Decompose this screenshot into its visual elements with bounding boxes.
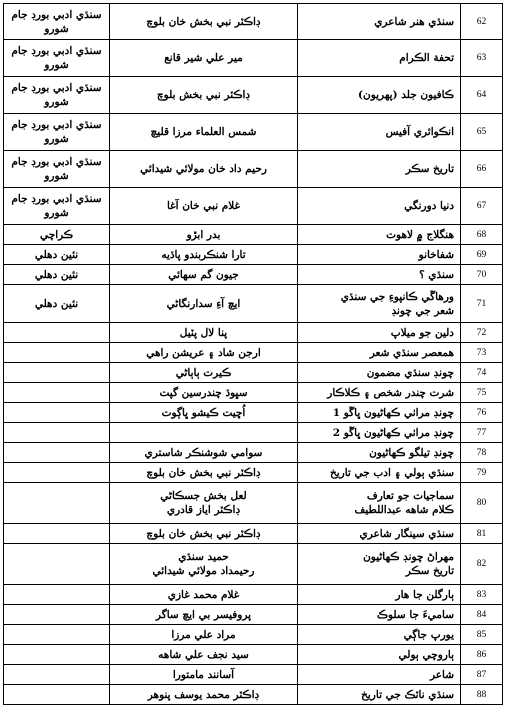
author-line: غلام محمد غازي bbox=[167, 588, 240, 601]
row-number: 67 bbox=[461, 188, 503, 225]
publisher-cell bbox=[4, 463, 110, 483]
title-cell bbox=[298, 383, 461, 403]
row-number: 68 bbox=[461, 225, 503, 245]
publisher-cell bbox=[4, 188, 110, 225]
author-cell bbox=[110, 665, 298, 685]
table-row bbox=[4, 225, 503, 245]
publisher-line: سنڌي ادبي بورڊ جام bbox=[11, 8, 102, 21]
row-number: 73 bbox=[461, 343, 503, 363]
publisher-cell bbox=[4, 665, 110, 685]
author-line: سڀوڌ چندرسين گپت bbox=[159, 386, 248, 399]
row-number: 70 bbox=[461, 265, 503, 285]
author-line: سيد نجف علي شاهه bbox=[158, 648, 249, 661]
author-cell bbox=[110, 645, 298, 665]
publisher-cell bbox=[4, 4, 110, 40]
title-line: تاريخ سڪر bbox=[405, 565, 454, 577]
author-line: ڊاڪٽر نبي بخش خان بلوچ bbox=[146, 466, 261, 479]
title-cell bbox=[298, 245, 461, 265]
author-cell bbox=[110, 40, 298, 77]
title-line: سنڌي ٻولي ۽ ادب جي تاريخ bbox=[329, 466, 454, 479]
row-number: 71 bbox=[461, 285, 503, 323]
table-row bbox=[4, 383, 503, 403]
row-number: 88 bbox=[461, 685, 503, 705]
publisher-cell bbox=[4, 524, 110, 544]
author-cell bbox=[110, 225, 298, 245]
author-line: ارجن شاد ۽ عريشن راهي bbox=[146, 346, 261, 359]
row-number: 63 bbox=[461, 40, 503, 77]
title-line: ٻاروچي ٻولي bbox=[398, 648, 454, 661]
publisher-cell bbox=[4, 343, 110, 363]
author-cell bbox=[110, 443, 298, 463]
publisher-cell bbox=[4, 645, 110, 665]
table-row bbox=[4, 463, 503, 483]
title-cell bbox=[298, 423, 461, 443]
author-line: غلام نبي خان آغا bbox=[166, 200, 241, 212]
title-line: شاعر bbox=[429, 668, 454, 681]
row-number: 82 bbox=[461, 544, 503, 585]
author-line: بدر ابڙو bbox=[186, 228, 221, 241]
row-number: 64 bbox=[461, 77, 503, 114]
table-row bbox=[4, 665, 503, 685]
publisher-cell bbox=[4, 245, 110, 265]
table-row bbox=[4, 605, 503, 625]
table-row bbox=[4, 544, 503, 585]
title-cell bbox=[298, 77, 461, 114]
title-cell bbox=[298, 323, 461, 343]
author-line: رحيم داد خان مولائي شيدائي bbox=[140, 163, 267, 175]
row-number: 78 bbox=[461, 443, 503, 463]
title-line: شعر جي چونڊ bbox=[391, 304, 454, 317]
author-cell bbox=[110, 188, 298, 225]
title-cell bbox=[298, 40, 461, 77]
author-line: ڊاڪٽر نبي بخش خان بلوچ bbox=[146, 527, 261, 540]
title-cell bbox=[298, 625, 461, 645]
author-cell bbox=[110, 483, 298, 524]
publisher-line: شورو bbox=[44, 207, 69, 219]
publisher-cell bbox=[4, 544, 110, 585]
publisher-cell bbox=[4, 363, 110, 383]
publisher-line: شورو bbox=[44, 22, 69, 35]
author-line: حميد سنڌي bbox=[178, 551, 229, 563]
publisher-cell bbox=[4, 443, 110, 463]
title-line: چونڊ مراٺي ڪهاڻيون ڀاڱو 2 bbox=[332, 426, 454, 439]
table-row bbox=[4, 443, 503, 463]
table-row bbox=[4, 403, 503, 423]
author-line: تارا شنڪربندو پاڌيه bbox=[161, 248, 246, 261]
author-cell bbox=[110, 625, 298, 645]
table-row bbox=[4, 188, 503, 225]
author-line: پنا لال پٽيل bbox=[179, 326, 228, 339]
author-line: لعل بخش جسڪاڻي bbox=[160, 490, 247, 502]
table-row bbox=[4, 4, 503, 40]
publisher-cell bbox=[4, 605, 110, 625]
row-number: 65 bbox=[461, 114, 503, 151]
table-row bbox=[4, 77, 503, 114]
title-line: سنڌي هنر شاعري bbox=[374, 15, 454, 28]
title-line: شرت چندر شخص ۽ ڪلاڪار bbox=[327, 386, 454, 399]
table-row bbox=[4, 625, 503, 645]
title-line: چونڊ سنڌي مضمون bbox=[366, 366, 454, 379]
row-number: 86 bbox=[461, 645, 503, 665]
title-line: تاريخ سڪر bbox=[405, 163, 454, 175]
title-line: ورهاڱي ڪانپوءِ جي سنڌي bbox=[340, 290, 454, 303]
table-row bbox=[4, 151, 503, 188]
title-cell bbox=[298, 4, 461, 40]
books-table bbox=[3, 3, 503, 705]
table-row bbox=[4, 323, 503, 343]
author-line: آسانند مامتورا bbox=[172, 668, 235, 681]
table-row bbox=[4, 524, 503, 544]
publisher-cell bbox=[4, 265, 110, 285]
publisher-cell bbox=[4, 323, 110, 343]
row-number: 87 bbox=[461, 665, 503, 685]
title-cell bbox=[298, 285, 461, 323]
title-line: سنڌي ؟ bbox=[419, 268, 454, 281]
author-line: جيون گم سهائي bbox=[168, 268, 239, 281]
author-line: ڪيرت ٻاٻاڻي bbox=[175, 366, 232, 379]
title-cell bbox=[298, 665, 461, 685]
author-line: ڊاڪٽر نبي بخش خان بلوچ bbox=[146, 15, 261, 28]
title-cell bbox=[298, 605, 461, 625]
title-line: مهراڻ چونڊ ڪهاڻيون bbox=[363, 551, 454, 563]
table-row bbox=[4, 423, 503, 443]
title-line: ٻارگلن جا هار bbox=[395, 588, 454, 601]
table-row bbox=[4, 645, 503, 665]
author-cell bbox=[110, 544, 298, 585]
publisher-line: شورو bbox=[44, 133, 69, 145]
table-row bbox=[4, 483, 503, 524]
publisher-cell bbox=[4, 40, 110, 77]
title-line: سماجيات جو تعارف bbox=[366, 490, 454, 502]
author-line: مير علي شير قانع bbox=[164, 52, 243, 64]
author-line: رحيمداد مولائي شيدائي bbox=[152, 565, 255, 577]
author-cell bbox=[110, 77, 298, 114]
author-cell bbox=[110, 383, 298, 403]
publisher-line: شورو bbox=[44, 96, 69, 108]
publisher-cell bbox=[4, 383, 110, 403]
title-cell bbox=[298, 225, 461, 245]
author-line: شمس العلماء مرزا قليچ bbox=[150, 126, 257, 138]
author-line: ايچ آءِ سدارنگاڻي bbox=[166, 297, 241, 310]
publisher-cell bbox=[4, 483, 110, 524]
author-cell bbox=[110, 605, 298, 625]
publisher-cell bbox=[4, 423, 110, 443]
publisher-line: نئين دهلي bbox=[34, 297, 79, 310]
author-cell bbox=[110, 403, 298, 423]
title-line: شفاخانو bbox=[418, 248, 454, 261]
row-number: 79 bbox=[461, 463, 503, 483]
title-cell bbox=[298, 645, 461, 665]
title-cell bbox=[298, 265, 461, 285]
title-cell bbox=[298, 463, 461, 483]
publisher-line: نئين دهلي bbox=[34, 248, 79, 261]
row-number: 80 bbox=[461, 483, 503, 524]
publisher-cell bbox=[4, 285, 110, 323]
title-cell bbox=[298, 524, 461, 544]
title-cell bbox=[298, 343, 461, 363]
title-line: ڪلام شاهه عبداللطيف bbox=[354, 504, 454, 516]
publisher-cell bbox=[4, 403, 110, 423]
publisher-line: شورو bbox=[44, 59, 69, 71]
title-cell bbox=[298, 585, 461, 605]
title-line: ڪافيون جلد (پهريون) bbox=[358, 89, 454, 101]
publisher-line: سنڌي ادبي بورڊ جام bbox=[11, 193, 102, 205]
publisher-line: سنڌي ادبي بورڊ جام bbox=[11, 119, 102, 131]
publisher-line: ڪراچي bbox=[39, 228, 74, 241]
author-cell bbox=[110, 343, 298, 363]
publisher-cell bbox=[4, 151, 110, 188]
author-cell bbox=[110, 114, 298, 151]
author-cell bbox=[110, 151, 298, 188]
table-row bbox=[4, 343, 503, 363]
author-line: ڊاڪٽر محمد يوسف پنوهر bbox=[147, 688, 260, 701]
publisher-cell bbox=[4, 77, 110, 114]
title-line: دنيا دورنگي bbox=[404, 200, 454, 212]
author-cell bbox=[110, 323, 298, 343]
author-cell bbox=[110, 585, 298, 605]
title-line: هنگلاج ۾ لاهوت bbox=[386, 228, 454, 241]
table-row bbox=[4, 585, 503, 605]
author-cell bbox=[110, 463, 298, 483]
author-line: مراد علي مرزا bbox=[171, 628, 236, 641]
author-cell bbox=[110, 4, 298, 40]
title-line: چونڊ مراٺي ڪهاڻيون ڀاڱو 1 bbox=[332, 406, 454, 419]
title-line: همعصر سنڌي شعر bbox=[369, 346, 454, 359]
author-line: پروفيسر بي ايچ ساگر bbox=[155, 608, 252, 621]
row-number: 62 bbox=[461, 4, 503, 40]
title-cell bbox=[298, 151, 461, 188]
author-line: اُڇيت ڪيشو ڀاڳوت bbox=[161, 406, 246, 419]
publisher-line: سنڌي ادبي بورڊ جام bbox=[11, 45, 102, 57]
table-row bbox=[4, 363, 503, 383]
publisher-line: سنڌي ادبي بورڊ جام bbox=[11, 156, 102, 168]
row-number: 84 bbox=[461, 605, 503, 625]
row-number: 75 bbox=[461, 383, 503, 403]
table-row bbox=[4, 40, 503, 77]
table-row bbox=[4, 285, 503, 323]
title-line: دلين جو ميلاپ bbox=[390, 326, 454, 339]
publisher-cell bbox=[4, 625, 110, 645]
title-line: سنڌي سينگار شاعري bbox=[359, 527, 454, 540]
author-cell bbox=[110, 265, 298, 285]
title-line: ساميءَ جا سلوڪ bbox=[376, 608, 454, 621]
publisher-cell bbox=[4, 585, 110, 605]
author-line: سوامي شوشنڪر شاستري bbox=[144, 446, 263, 459]
row-number: 83 bbox=[461, 585, 503, 605]
row-number: 81 bbox=[461, 524, 503, 544]
row-number: 72 bbox=[461, 323, 503, 343]
publisher-line: نئين دهلي bbox=[34, 268, 79, 281]
title-cell bbox=[298, 544, 461, 585]
title-cell bbox=[298, 363, 461, 383]
publisher-cell bbox=[4, 114, 110, 151]
author-cell bbox=[110, 285, 298, 323]
table-row bbox=[4, 245, 503, 265]
title-line: تحفة الڪرام bbox=[399, 52, 454, 64]
author-cell bbox=[110, 245, 298, 265]
publisher-line: سنڌي ادبي بورڊ جام bbox=[11, 82, 102, 94]
title-cell bbox=[298, 114, 461, 151]
title-line: انڪوائري آفيس bbox=[385, 126, 454, 138]
title-cell bbox=[298, 443, 461, 463]
row-number: 76 bbox=[461, 403, 503, 423]
title-line: چونڊ تيلگو ڪهاڻيون bbox=[369, 446, 454, 459]
row-number: 77 bbox=[461, 423, 503, 443]
row-number: 69 bbox=[461, 245, 503, 265]
publisher-cell bbox=[4, 225, 110, 245]
title-line: سنڌي ناٽڪ جي تاريخ bbox=[361, 688, 454, 701]
row-number: 74 bbox=[461, 363, 503, 383]
table-row bbox=[4, 265, 503, 285]
author-line: ڊاڪٽر اياز قادري bbox=[166, 504, 241, 516]
title-cell bbox=[298, 483, 461, 524]
author-line: ڊاڪٽر نبي بخش بلوچ bbox=[156, 89, 251, 101]
publisher-line: شورو bbox=[44, 170, 69, 182]
title-line: يورپ جاڳي bbox=[403, 628, 454, 641]
row-number: 66 bbox=[461, 151, 503, 188]
title-cell bbox=[298, 188, 461, 225]
author-cell bbox=[110, 524, 298, 544]
author-cell bbox=[110, 363, 298, 383]
books-table-body bbox=[4, 4, 503, 705]
author-cell bbox=[110, 423, 298, 443]
table-row bbox=[4, 114, 503, 151]
title-cell bbox=[298, 403, 461, 423]
row-number: 85 bbox=[461, 625, 503, 645]
